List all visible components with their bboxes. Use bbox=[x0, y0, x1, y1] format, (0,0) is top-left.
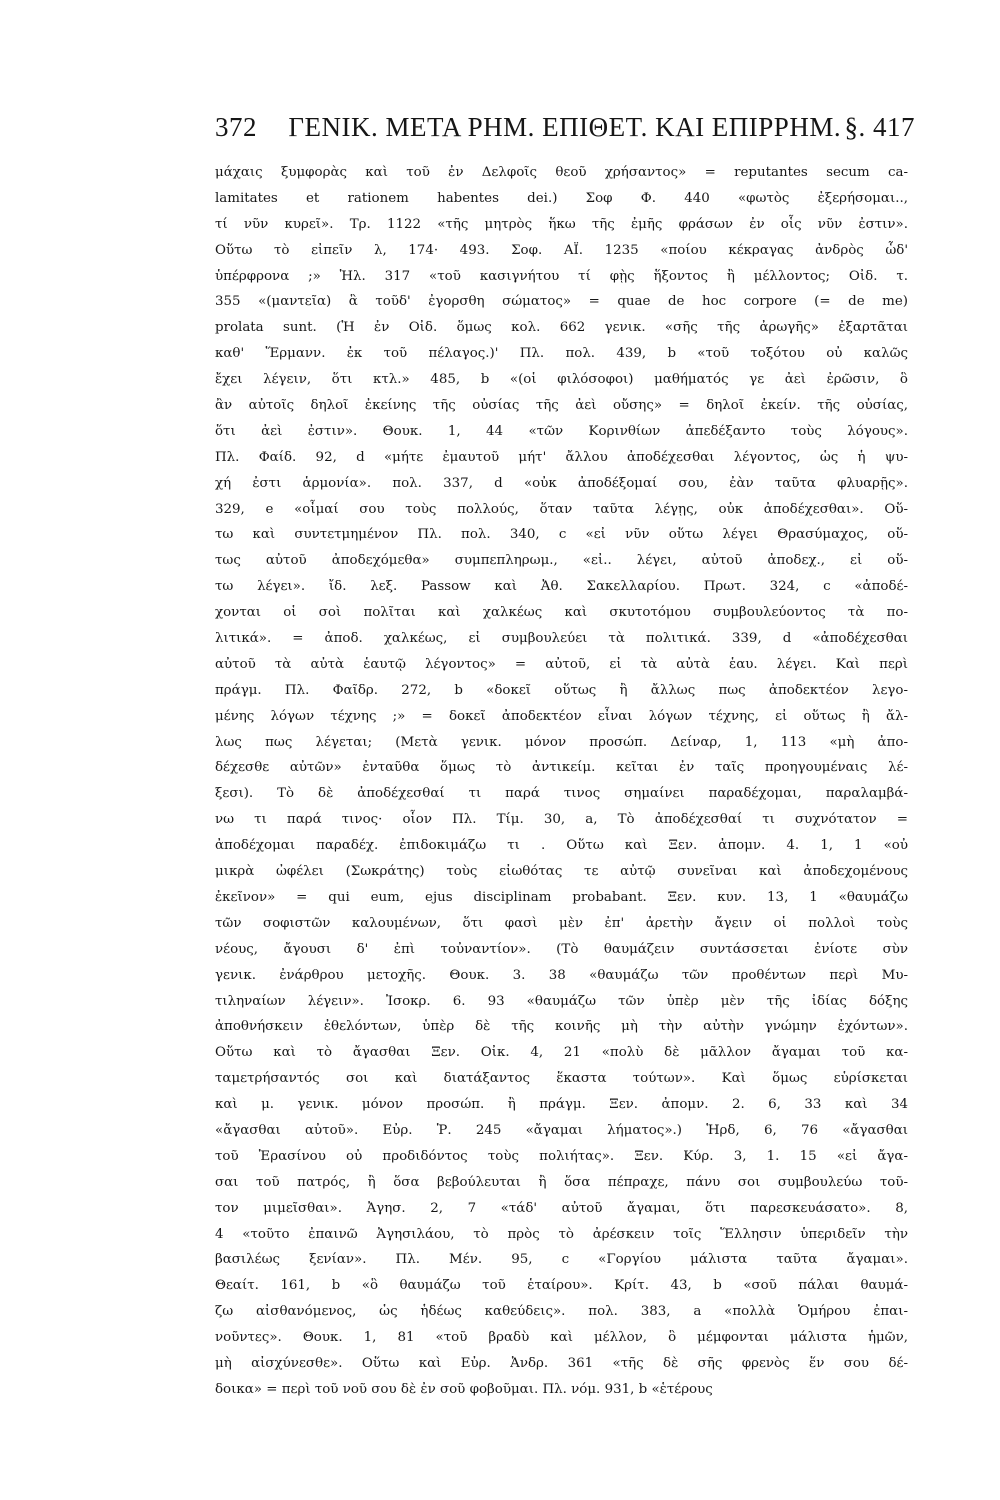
text-line: ὑπέρφρονα ;» Ἠλ. 317 «τοῦ κασιγνήτου τί φῂς ἥξοντος ἢ μέλλοντος; Οἰδ. τ. bbox=[215, 268, 908, 284]
text-line: νω τι παρά τινος· οἷον Πλ. Τίμ. 30, a, Τὸ ἀποδέχεσθαί τι συχνότατον = bbox=[215, 812, 908, 828]
text-line: μικρὰ ὠφέλει (Σωκράτης) τοὺς εἰωθότας τε αὐτῷ συνεῖναι καὶ ἀποδεχομένους bbox=[215, 864, 908, 880]
text-line: τοῦ Ἐρασίνου οὐ προδιδόντος τοὺς πολιήτας». Ξεν. Κύρ. 3, 1. 15 «εἰ ἄγα- bbox=[215, 1148, 908, 1164]
text-line: τω λέγει». ἴδ. λεξ. Passow καὶ Ἀθ. Σακελλαρίου. Πρωτ. 324, c «ἀποδέ- bbox=[215, 579, 908, 595]
body-text bbox=[215, 160, 908, 1403]
text-line: prolata sunt. (Ἡ ἐν Οἰδ. ὅμως κολ. 662 γενικ. «σῆς τῆς ἀρωγῆς» ἐξαρτᾶται bbox=[215, 320, 908, 336]
text-line: ξεσι). Τὸ δὲ ἀποδέχεσθαί τι παρά τινος σημαίνει παραδέχομαι, παραλαμβά- bbox=[215, 786, 908, 802]
text-line: τον μιμεῖσθαι». Ἀγησ. 2, 7 «τάδ' αὐτοῦ ἄγαμαι, ὅτι παρεσκευάσατο». 8, bbox=[215, 1200, 908, 1216]
page-number: 372 bbox=[215, 112, 257, 142]
running-title: ΓΕΝΙΚ. ΜΕΤΑ ΡΗΜ. ΕΠΙΘΕΤ. ΚΑΙ ΕΠΙΡΡΗΜ. bbox=[288, 112, 842, 142]
running-header bbox=[215, 112, 915, 152]
text-line: Θεαίτ. 161, b «ὃ θαυμάζω τοῦ ἑταίρου». Κρίτ. 43, b «σοῦ πάλαι θαυμά- bbox=[215, 1278, 908, 1294]
text-line: πράγμ. Πλ. Φαῖδρ. 272, b «δοκεῖ οὕτως ἢ ἄλλως πως ἀποδεκτέον λεγο- bbox=[215, 682, 908, 698]
text-line: βασιλέως ξενίαν». Πλ. Μέν. 95, c «Γοργίου μάλιστα ταῦτα ἄγαμαι». bbox=[215, 1252, 908, 1268]
text-line: Πλ. Φαίδ. 92, d «μήτε ἐμαυτοῦ μήτ' ἄλλου ἀποδέχεσθαι λέγοντος, ὡς ἡ ψυ- bbox=[215, 449, 908, 465]
text-line: Οὕτω τὸ εἰπεῖν λ, 174· 493. Σοφ. ΑΪ. 1235 «ποίου κέκραγας ἀνδρὸς ὧδ' bbox=[215, 242, 908, 258]
text-line: χονται οἱ σοὶ πολῖται καὶ χαλκέως καὶ σκυτοτόμου συμβουλεύοντος τὰ πο- bbox=[215, 605, 908, 621]
text-line: 4 «τοῦτο ἐπαινῶ Ἀγησιλάου, τὸ πρὸς τὸ ἀρέσκειν τοῖς Ἕλλησιν ὑπεριδεῖν τὴν bbox=[215, 1226, 908, 1242]
text-line: αὐτοῦ τὰ αὐτὰ ἑαυτῷ λέγοντος» = αὐτοῦ, εἰ τὰ αὐτὰ ἑαυ. λέγει. Καὶ περὶ bbox=[215, 656, 908, 672]
text-line: Οὕτω καὶ τὸ ἄγασθαι Ξεν. Οἰκ. 4, 21 «πολὺ δὲ μᾶλλον ἄγαμαι τοῦ κα- bbox=[215, 1045, 908, 1061]
text-line: λως πως λέγεται; (Μετὰ γενικ. μόνον προσώπ. Δείναρ, 1, 113 «μὴ ἀπο- bbox=[215, 734, 908, 750]
text-line: τω καὶ συντετμημένον Πλ. πολ. 340, c «εἰ νῦν οὕτω λέγει Θρασύμαχος, οὕ- bbox=[215, 527, 908, 543]
text-line: ἀποθνήσκειν ἐθελόντων, ὑπὲρ δὲ τῆς κοινῆς μὴ τὴν αὐτὴν γνώμην ἐχόντων». bbox=[215, 1019, 908, 1035]
text-line: lamitates et rationem habentes dei.) Σοφ Φ. 440 «φωτὸς ἐξερήσομαι.., bbox=[215, 190, 908, 206]
text-line: μάχαις ξυμφορὰς καὶ τοῦ ἐν Δελφοῖς θεοῦ χρήσαντος» = reputantes secum ca- bbox=[215, 165, 908, 180]
text-line: νοῦντες». Θουκ. 1, 81 «τοῦ βραδὺ καὶ μέλλον, ὃ μέμφονται μάλιστα ἡμῶν, bbox=[215, 1330, 908, 1346]
text-line: 329, e «οἶμαί σου τοὺς πολλούς, ὅταν ταῦτα λέγῃς, οὐκ ἀποδέχεσθαι». Οὕ- bbox=[215, 501, 908, 517]
text-line: τί νῦν κυρεῖ». Τρ. 1122 «τῆς μητρὸς ἥκω τῆς ἐμῆς φράσων ἐν οἷς νῦν ἐστιν». bbox=[215, 216, 908, 232]
text-line: μένης λόγων τέχνης ;» = δοκεῖ ἀποδεκτέον εἶναι λόγων τέχνης, εἰ οὕτως ἢ ἄλ- bbox=[215, 708, 908, 724]
text-line: σαι τοῦ πατρός, ἢ ὅσα βεβούλευται ἢ ὅσα πέπραχε, πάνυ σοι συμβουλεύω τοῦ- bbox=[215, 1174, 908, 1190]
text-line: λιτικά». = ἀποδ. χαλκέως, εἰ συμβουλεύει τὰ πολιτικά. 339, d «ἀποδέχεσθαι bbox=[215, 631, 908, 647]
text-line: 355 «(μαντεῖα) ἃ τοῦδ' ἐγορσθη σώματος» = quae de hoc corpore (= de me) bbox=[215, 294, 908, 310]
text-line: καὶ μ. γενικ. μόνον προσώπ. ἢ πράγμ. Ξεν. ἀπομν. 2. 6, 33 καὶ 34 bbox=[215, 1097, 908, 1113]
text-line: «ἄγασθαι αὐτοῦ». Εὐρ. Ῥ. 245 «ἄγαμαι λήματος».) Ἡρδ, 6, 76 «ἄγασθαι bbox=[215, 1122, 908, 1138]
text-line: τῶν σοφιστῶν καλουμένων, ὅτι φασὶ μὲν ἐπ' ἀρετὴν ἄγειν οἱ πολλοὶ τοὺς bbox=[215, 915, 908, 931]
text-line: ταμετρήσαντός σοι καὶ διατάξαντος ἕκαστα τούτων». Καὶ ὅμως εὑρίσκεται bbox=[215, 1071, 908, 1087]
text-line: χή ἐστι ἁρμονία». πολ. 337, d «οὐκ ἀποδέξομαί σου, ἐὰν ταῦτα φλυαρῇς». bbox=[215, 475, 908, 491]
text-line: γενικ. ἐνάρθρου μετοχῆς. Θουκ. 3. 38 «θαυμάζω τῶν προθέντων περὶ Μυ- bbox=[215, 967, 908, 983]
text-line: τως αὐτοῦ ἀποδεχόμεθα» συμπεπληρωμ., «εἰ.. λέγει, αὐτοῦ ἀποδεχ., εἰ οὕ- bbox=[215, 553, 908, 569]
text-line: ἀποδέχομαι παραδέχ. ἐπιδοκιμάζω τι . Οὕτω καὶ Ξεν. ἀπομν. 4. 1, 1 «οὐ bbox=[215, 838, 908, 854]
text-line: μὴ αἰσχύνεσθε». Οὕτω καὶ Εὐρ. Ἀνδρ. 361 «τῆς δὲ σῆς φρενὸς ἕν σου δέ- bbox=[215, 1355, 908, 1371]
text-line: καθ' Ἕρμανν. ἐκ τοῦ πέλαγος.)' Πλ. πολ. 439, b «τοῦ τοξότου οὐ καλῶς bbox=[215, 346, 908, 362]
text-line: τιληναίων λέγειν». Ἰσοκρ. 6. 93 «θαυμάζω τῶν ὑπὲρ μὲν τῆς ἰδίας δόξης bbox=[215, 993, 908, 1009]
text-line: νέους, ἄγουσι δ' ἐπὶ τοὐναντίον». (Τὸ θαυμάζειν συντάσσεται ἐνίοτε σὺν bbox=[215, 941, 908, 957]
text-line: ἂν αὐτοῖς δηλοῖ ἐκείνης τῆς οὐσίας τῆς ἀεὶ οὔσης» = δηλοῖ ἐκείν. τῆς οὐσίας, bbox=[215, 398, 908, 414]
text-line: ἔχει λέγειν, ὅτι κτλ.» 485, b «(οἱ φιλόσοφοι) μαθήματός γε ἀεὶ ἐρῶσιν, ὃ bbox=[215, 372, 908, 388]
section-number: §. 417 bbox=[844, 112, 915, 142]
text-line: δέχεσθε αὐτῶν» ἐνταῦθα ὅμως τὸ ἀντικείμ. κεῖται ἐν ταῖς προηγουμέναις λέ- bbox=[215, 760, 908, 776]
text-line: ὅτι ἀεὶ ἐστιν». Θουκ. 1, 44 «τῶν Κορινθίων ἀπεδέξαντο τοὺς λόγους». bbox=[215, 423, 908, 439]
text-line: ἐκεῖνον» = qui eum, ejus disciplinam probabant. Ξεν. κυν. 13, 1 «θαυμάζω bbox=[215, 889, 908, 905]
text-line: δοικα» = περὶ τοῦ νοῦ σου δὲ ἐν σοῦ φοβοῦμαι. Πλ. νόμ. 931, b «ἑτέρους bbox=[215, 1381, 713, 1397]
text-line: ζω αἰσθανόμενος, ὡς ἡδέως καθεύδεις». πολ. 383, a «πολλὰ Ὁμήρου ἐπαι- bbox=[215, 1304, 908, 1320]
